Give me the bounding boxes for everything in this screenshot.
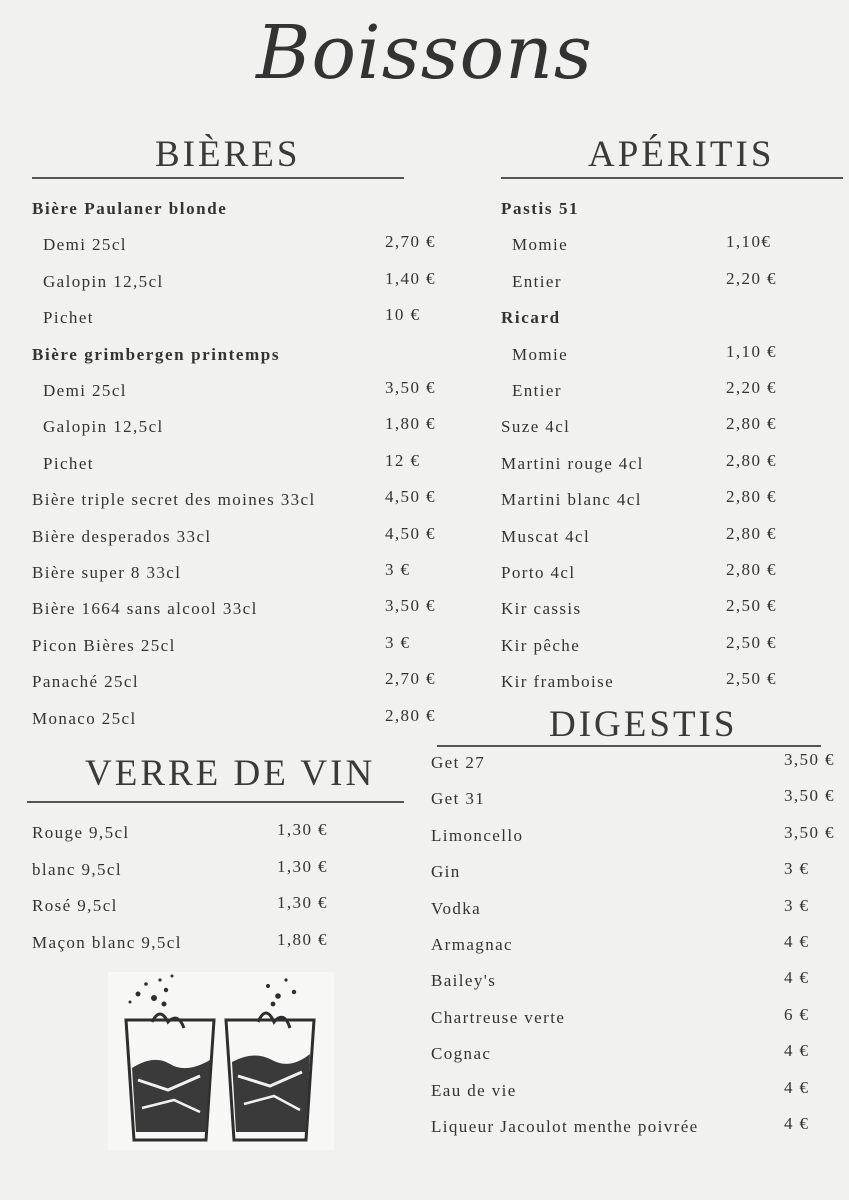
menu-item-label: Eau de vie	[431, 1080, 517, 1100]
menu-item-price: 3,50 €	[385, 378, 436, 397]
menu-item-price: 2,80 €	[726, 487, 777, 507]
menu-item-label: Demi 25cl	[43, 381, 127, 400]
menu-item-label: blanc 9,5cl	[32, 859, 122, 879]
menu-item-price: 1,10 €	[726, 341, 777, 361]
menu-item-label: Bière triple secret des moines 33cl	[32, 490, 316, 510]
menu-item-price: 1,10€	[726, 232, 772, 252]
menu-item-label: Panaché 25cl	[32, 672, 139, 692]
menu-item-price: 2,50 €	[726, 596, 777, 616]
menu-item-price: 2,80 €	[726, 450, 777, 470]
menu-item-price: 2,50 €	[726, 632, 777, 652]
menu-item-price: 1,30 €	[277, 856, 328, 876]
digestifs-heading: DIGESTIS	[549, 704, 738, 745]
vin-heading: VERRE DE VIN	[85, 753, 376, 794]
menu-item-label: Bière 1664 sans alcool 33cl	[32, 599, 258, 619]
menu-item-price: 1,80 €	[385, 414, 436, 434]
menu-item-price: 2,20 €	[726, 378, 777, 397]
aperitifs-heading: APÉRITIS	[588, 134, 775, 175]
menu-item-label: Pastis 51	[501, 199, 580, 218]
bieres-rule	[32, 177, 404, 179]
menu-item-label: Bière grimbergen printemps	[32, 344, 281, 364]
vin-rule	[27, 801, 404, 803]
digestifs-rule	[437, 745, 821, 747]
menu-item-label: Porto 4cl	[501, 563, 576, 582]
menu-item-label: Suze 4cl	[501, 417, 571, 437]
menu-item-price: 2,70 €	[385, 669, 436, 689]
menu-item-price: 1,80 €	[277, 930, 328, 950]
menu-item-price: 4 €	[784, 1041, 810, 1061]
bieres-heading: BIÈRES	[155, 134, 301, 175]
menu-item-price: 3 €	[385, 632, 411, 652]
menu-item-price: 3 €	[385, 560, 411, 579]
menu-item-label: Vodka	[431, 898, 482, 918]
menu-item-label: Kir cassis	[501, 599, 582, 619]
menu-item-price: 2,20 €	[726, 268, 777, 288]
menu-item-label: Bière desperados 33cl	[32, 526, 212, 546]
menu-item-price: 4 €	[784, 1077, 810, 1097]
menu-item-label: Entier	[512, 381, 562, 400]
menu-item-label: Liqueur Jacoulot menthe poivrée	[431, 1117, 699, 1136]
menu-item-price: 1,30 €	[277, 893, 328, 913]
menu-item-label: Galopin 12,5cl	[43, 271, 164, 291]
menu-item-label: Limoncello	[431, 825, 524, 845]
menu-item-label: Entier	[512, 271, 562, 291]
menu-item-label: Demi 25cl	[43, 235, 127, 255]
menu-item-label: Cognac	[431, 1044, 492, 1064]
menu-item-price: 2,80 €	[726, 414, 777, 434]
menu-item-label: Bière super 8 33cl	[32, 563, 182, 582]
menu-item-label: Kir pêche	[501, 635, 581, 655]
menu-item-price: 12 €	[385, 450, 421, 470]
menu-item-label: Bailey's	[431, 971, 497, 991]
menu-item-price: 2,70 €	[385, 232, 436, 252]
menu-item-label: Rosé 9,5cl	[32, 896, 118, 916]
menu-item-price: 3 €	[784, 895, 810, 915]
menu-item-label: Maçon blanc 9,5cl	[32, 933, 182, 953]
menu-item-label: Galopin 12,5cl	[43, 417, 164, 437]
menu-item-label: Martini blanc 4cl	[501, 490, 642, 510]
menu-item-label: Rouge 9,5cl	[32, 823, 130, 842]
menu-item-price: 3 €	[784, 859, 810, 879]
menu-item-price: 3,50 €	[784, 750, 835, 769]
menu-item-price: 4 €	[784, 1114, 810, 1133]
menu-item-price: 3,50 €	[784, 786, 835, 806]
whisky-glasses-icon	[108, 972, 334, 1150]
page-title: Boissons	[256, 10, 593, 96]
menu-item-label: Momie	[512, 344, 569, 364]
menu-item-price: 10 €	[385, 305, 421, 325]
menu-item-price: 3,50 €	[784, 822, 835, 842]
menu-item-label: Pichet	[43, 308, 94, 328]
menu-item-price: 1,30 €	[277, 820, 328, 839]
menu-item-price: 6 €	[784, 1004, 810, 1024]
menu-item-label: Momie	[512, 235, 569, 255]
menu-item-price: 2,80 €	[726, 560, 777, 579]
menu-item-price: 4,50 €	[385, 523, 436, 543]
menu-item-price: 2,80 €	[726, 523, 777, 543]
menu-item-label: Monaco 25cl	[32, 708, 137, 728]
menu-item-price: 4,50 €	[385, 487, 436, 507]
menu-item-label: Bière Paulaner blonde	[32, 199, 228, 218]
menu-item-label: Get 31	[431, 789, 486, 809]
aperitifs-rule	[501, 177, 843, 179]
menu-item-label: Muscat 4cl	[501, 526, 591, 546]
menu-item-label: Gin	[431, 862, 461, 882]
menu-item-label: Pichet	[43, 453, 94, 473]
menu-item-label: Ricard	[501, 308, 561, 328]
menu-item-price: 2,80 €	[385, 705, 436, 725]
menu-item-label: Picon Bières 25cl	[32, 635, 176, 655]
menu-item-price: 4 €	[784, 932, 810, 951]
menu-item-price: 4 €	[784, 968, 810, 988]
menu-item-price: 1,40 €	[385, 268, 436, 288]
menu-item-label: Armagnac	[431, 935, 513, 954]
menu-item-price: 2,50 €	[726, 669, 777, 689]
menu-item-label: Chartreuse verte	[431, 1007, 566, 1027]
menu-item-label: Get 27	[431, 753, 486, 772]
menu-item-label: Martini rouge 4cl	[501, 453, 644, 473]
menu-item-label: Kir framboise	[501, 672, 615, 692]
menu-item-price: 3,50 €	[385, 596, 436, 616]
